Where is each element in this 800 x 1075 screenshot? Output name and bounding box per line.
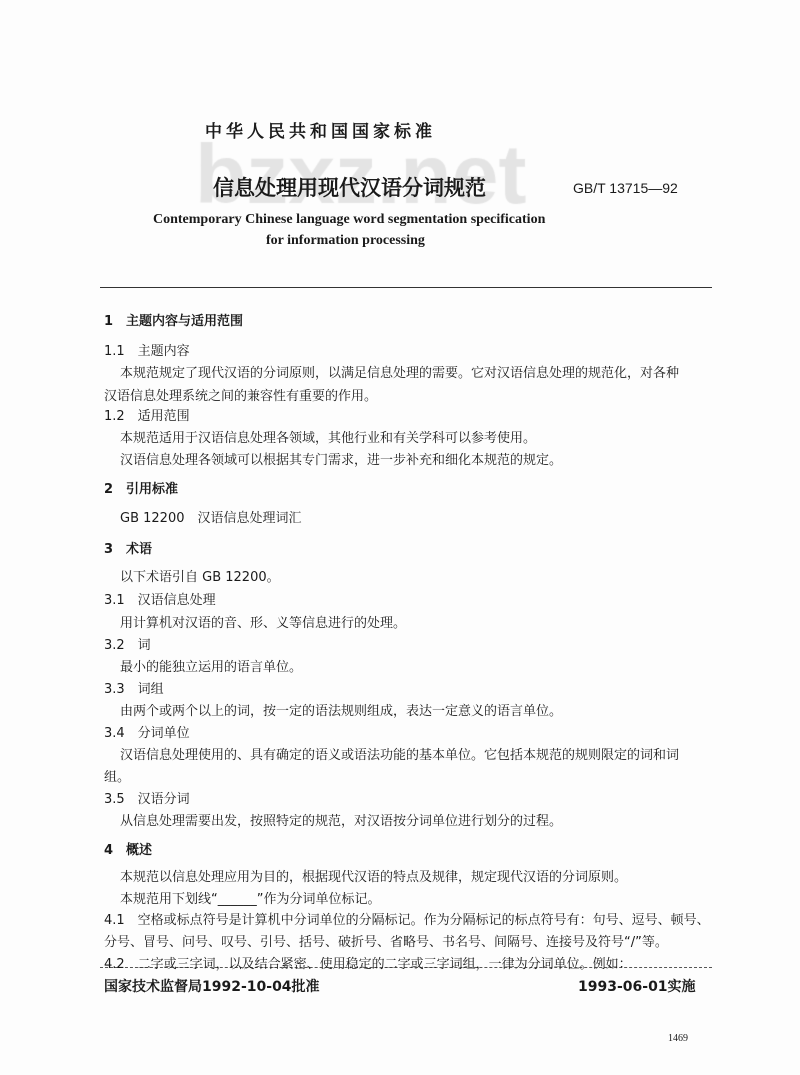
text-line: 汉语信息处理使用的、具有确定的语义或语法功能的基本单位。它包括本规范的规则限定的词和词 [120, 748, 680, 763]
approval-date: 国家技术监督局1992-10-04批准 [104, 979, 320, 995]
section-heading: 2 引用标准 [104, 482, 179, 497]
text-line: 本规范适用于汉语信息处理各领域，其他行业和有关学科可以参考使用。 [120, 431, 537, 446]
document-title: 信息处理用现代汉语分词规范 [213, 176, 486, 200]
text-line: 汉语信息处理各领域可以根据其专门需求，进一步补充和细化本规范的规定。 [120, 453, 563, 468]
section-heading: 1 主题内容与适用范围 [104, 314, 244, 329]
text-line: 最小的能独立运用的语言单位。 [120, 660, 303, 675]
standard-code: GB/T 13715—92 [573, 180, 678, 196]
text-line: 本规范以信息处理应用为目的，根据现代汉语的特点及规律，规定现代汉语的分词原则。 [120, 870, 628, 885]
effective-date: 1993-06-01实施 [578, 979, 696, 995]
section-heading: 3 术语 [104, 542, 153, 557]
issuing-org: 中华人民共和国国家标准 [205, 122, 436, 142]
text-line: 本规范用下划线“______”作为分词单位标记。 [120, 892, 381, 907]
text-line: 3.2 词 [104, 638, 151, 653]
section-heading: 4 概述 [104, 843, 153, 858]
text-line: 1.2 适用范围 [104, 409, 190, 424]
text-line: GB 12200 汉语信息处理词汇 [120, 511, 302, 526]
english-title-2: for information processing [266, 233, 425, 248]
text-line: 1.1 主题内容 [104, 344, 190, 359]
text-line: 3.1 汉语信息处理 [104, 593, 216, 608]
page-number: 1469 [668, 1033, 688, 1044]
text-line: 组。 [104, 770, 131, 785]
text-line: 用计算机对汉语的音、形、义等信息进行的处理。 [120, 616, 407, 631]
text-line: 分号、冒号、问号、叹号、引号、括号、破折号、省略号、书名号、间隔号、连接号及符号“/”等。 [104, 935, 668, 950]
text-line: 4.2 二字或三字词，以及结合紧密、使用稳定的二字或三字词组，一律为分词单位。例如： [104, 957, 632, 972]
text-line: 汉语信息处理系统之间的兼容性有重要的作用。 [104, 389, 378, 404]
text-line: 从信息处理需要出发，按照特定的规范，对汉语按分词单位进行划分的过程。 [120, 814, 563, 829]
text-line: 由两个或两个以上的词，按一定的语法规则组成，表达一定意义的语言单位。 [120, 704, 563, 719]
english-title-1: Contemporary Chinese language word segmentation specification [153, 212, 546, 227]
text-line: 以下术语引自 GB 12200。 [120, 570, 280, 585]
text-line: 本规范规定了现代汉语的分词原则，以满足信息处理的需要。它对汉语信息处理的规范化，对各种 [120, 366, 680, 381]
header-rule [100, 287, 712, 288]
text-line: 3.4 分词单位 [104, 726, 190, 741]
text-line: 4.1 空格或标点符号是计算机中分词单位的分隔标记。作为分隔标记的标点符号有：句号、逗号、顿号、 [104, 913, 710, 928]
text-line: 3.5 汉语分词 [104, 792, 190, 807]
text-line: 3.3 词组 [104, 682, 164, 697]
